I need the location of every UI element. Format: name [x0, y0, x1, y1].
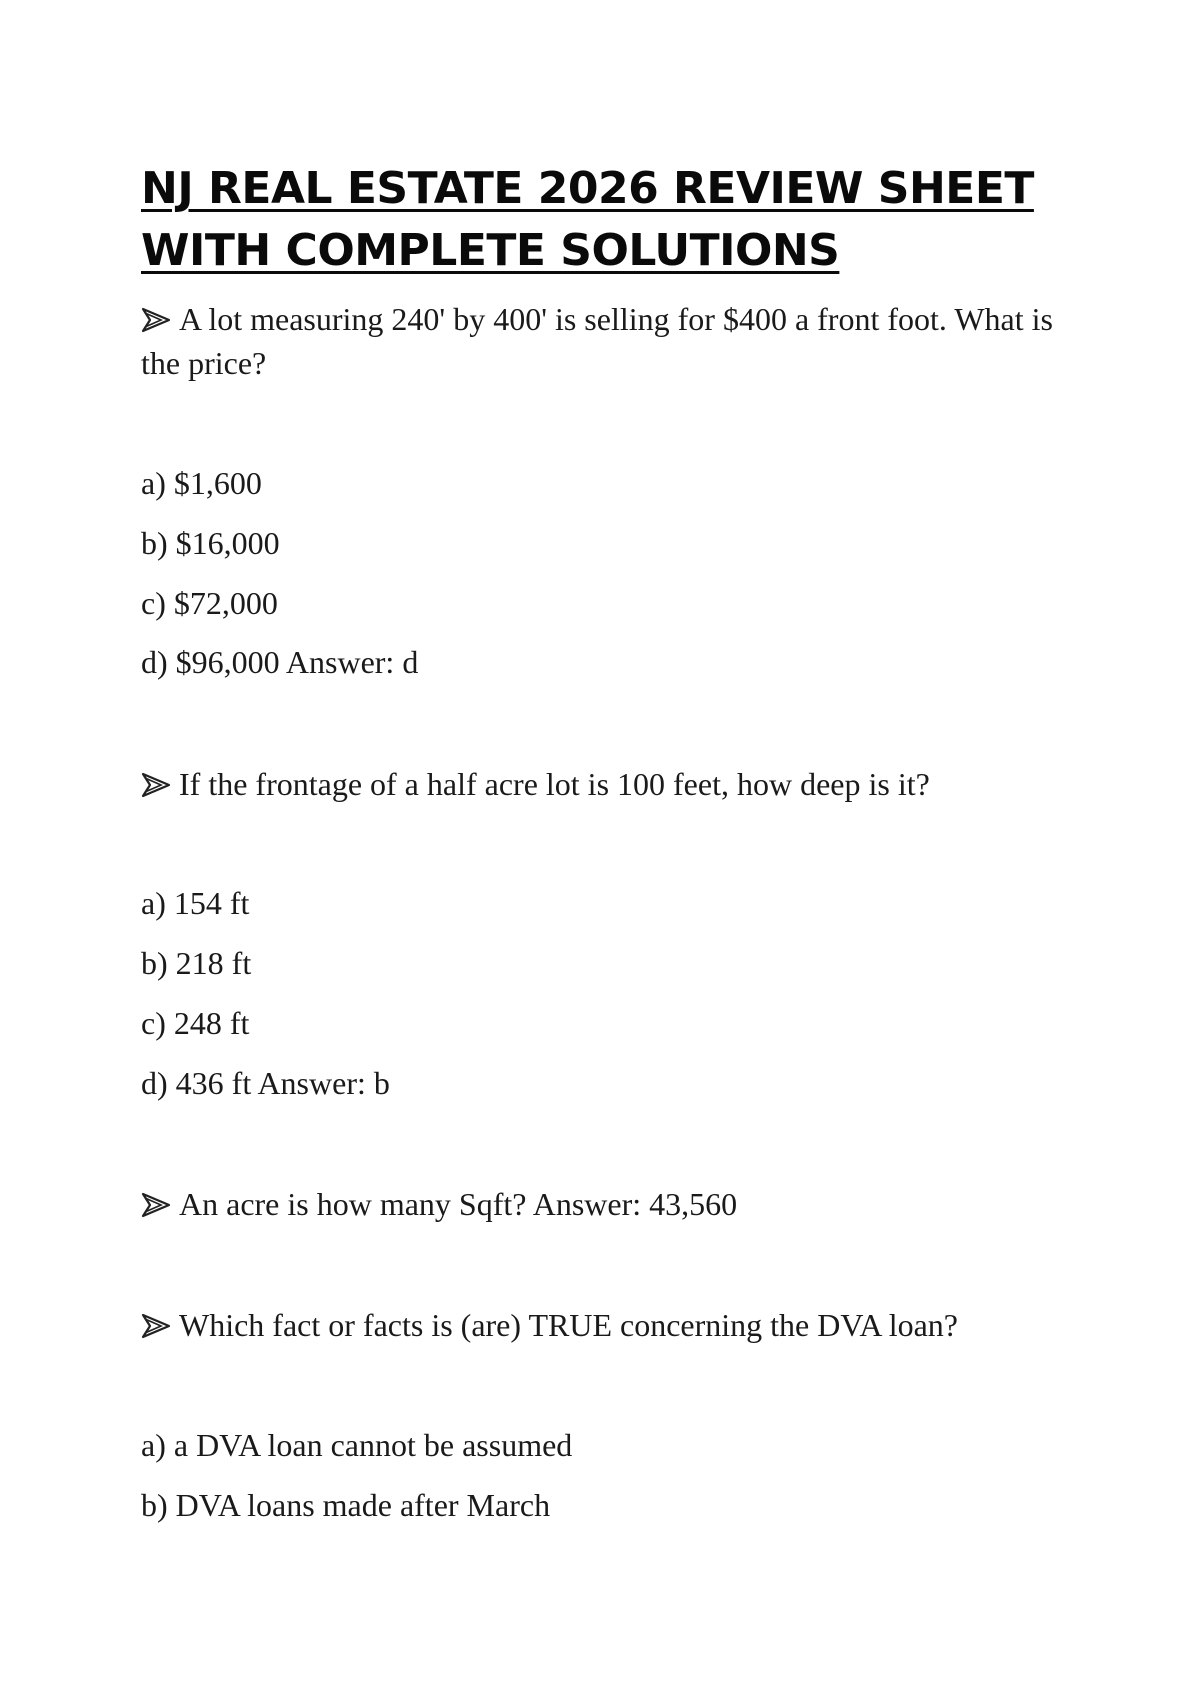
- question-text: If the frontage of a half acre lot is 100 feet, how deep is it?: [179, 766, 930, 802]
- option-a: a) $1,600: [141, 465, 262, 501]
- arrow-bullet-icon: [141, 1192, 171, 1218]
- option-d-answer: d) 436 ft Answer: b: [141, 1065, 390, 1101]
- question-4: [141, 1303, 1061, 1347]
- page-title: [141, 158, 1041, 282]
- option-b: b) $16,000: [141, 525, 280, 561]
- question-text: A lot measuring 240' by 400' is selling for $400 a front foot. What is the price?: [141, 301, 1053, 381]
- option-b: b) 218 ft: [141, 945, 252, 981]
- question-2: [141, 762, 1061, 806]
- arrow-bullet-icon: [141, 1313, 171, 1339]
- question-text: Which fact or facts is (are) TRUE concerning the DVA loan?: [179, 1307, 958, 1343]
- option-c: c) $72,000: [141, 585, 278, 621]
- option-a: a) a DVA loan cannot be assumed: [141, 1427, 573, 1463]
- arrow-bullet-icon: [141, 772, 171, 798]
- question-text: An acre is how many Sqft? Answer: 43,560: [179, 1186, 738, 1222]
- option-c: c) 248 ft: [141, 1005, 250, 1041]
- arrow-bullet-icon: [141, 307, 171, 333]
- option-b: b) DVA loans made after March: [141, 1487, 551, 1523]
- question-3: [141, 1182, 1061, 1226]
- question-1: [141, 297, 1061, 385]
- option-d-answer: d) $96,000 Answer: d: [141, 644, 419, 680]
- title-line-2: WITH COMPLETE SOLUTIONS: [141, 225, 840, 276]
- title-line-1: NJ REAL ESTATE 2026 REVIEW SHEET: [141, 163, 1034, 214]
- option-a: a) 154 ft: [141, 885, 250, 921]
